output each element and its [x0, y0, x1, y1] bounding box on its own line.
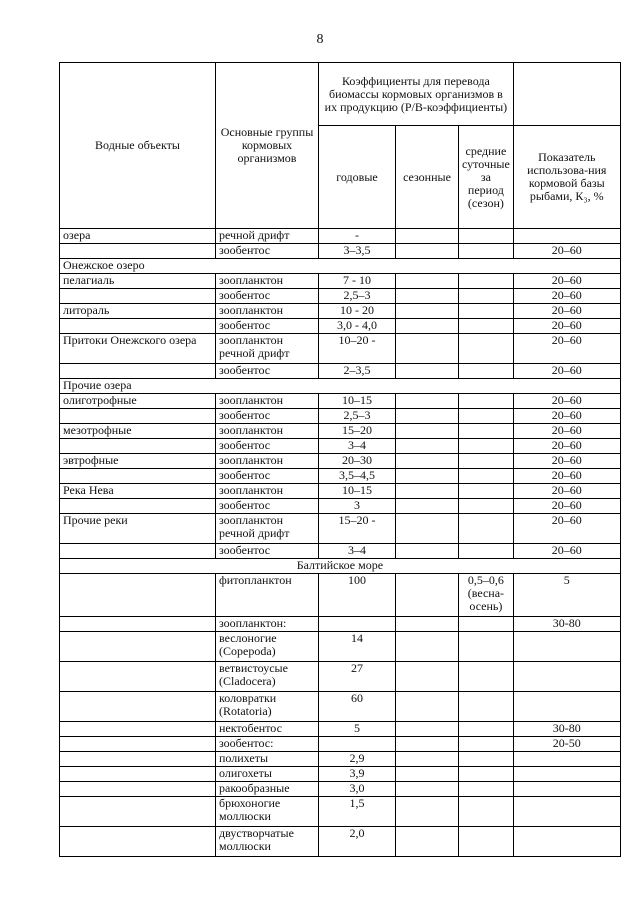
cell-daily: [459, 692, 514, 722]
cell-annual: 15–20: [319, 424, 396, 439]
cell-food-group: веслоногие (Copepoda): [216, 632, 319, 662]
cell-seasonal: [396, 692, 459, 722]
cell-daily: [459, 632, 514, 662]
cell-food-group: зоопланктон: [216, 394, 319, 409]
cell-food-group: коловратки (Rotatoria): [216, 692, 319, 722]
cell-seasonal: [396, 439, 459, 454]
cell-daily: [459, 662, 514, 692]
cell-food-group: олигохеты: [216, 767, 319, 782]
cell-food-group: зообентос: [216, 244, 319, 259]
table-row: [60, 424, 621, 439]
header-daily: средние суточные за период (сезон): [459, 126, 514, 229]
cell-water-object: [60, 692, 216, 722]
table-row: [60, 394, 621, 409]
coefficients-table: [59, 62, 621, 857]
cell-food-group: фитопланктон: [216, 574, 319, 617]
cell-water-object: [60, 499, 216, 514]
cell-daily: [459, 229, 514, 244]
table-row: [60, 827, 621, 857]
cell-seasonal: [396, 752, 459, 767]
cell-water-object: [60, 439, 216, 454]
cell-water-object: [60, 319, 216, 334]
cell-indicator: 20–60: [513, 289, 620, 304]
cell-indicator: 20–60: [513, 244, 620, 259]
cell-annual: 15–20 -: [319, 514, 396, 544]
sea-title: Балтийское море: [60, 559, 621, 574]
cell-seasonal: [396, 229, 459, 244]
section-row: [60, 259, 621, 274]
cell-food-group: зоопланктон: [216, 274, 319, 289]
table-row: [60, 737, 621, 752]
cell-daily: [459, 304, 514, 319]
cell-water-object: [60, 544, 216, 559]
cell-food-group: зоопланктон: [216, 454, 319, 469]
cell-water-object: [60, 409, 216, 424]
cell-seasonal: [396, 394, 459, 409]
cell-food-group: ракообразные: [216, 782, 319, 797]
cell-daily: [459, 274, 514, 289]
cell-water-object: [60, 737, 216, 752]
cell-seasonal: [396, 617, 459, 632]
cell-indicator: 20–60: [513, 319, 620, 334]
cell-seasonal: [396, 574, 459, 617]
cell-seasonal: [396, 632, 459, 662]
cell-seasonal: [396, 662, 459, 692]
table-row: [60, 319, 621, 334]
cell-indicator: 5: [513, 574, 620, 617]
table-row: [60, 484, 621, 499]
cell-daily: [459, 319, 514, 334]
cell-water-object: мезотрофные: [60, 424, 216, 439]
cell-daily: [459, 827, 514, 857]
section-title: Онежское озеро: [60, 259, 621, 274]
cell-food-group: ветвистоусые (Cladocera): [216, 662, 319, 692]
cell-seasonal: [396, 827, 459, 857]
cell-indicator: [513, 632, 620, 662]
cell-water-object: [60, 767, 216, 782]
cell-indicator: 20–60: [513, 424, 620, 439]
cell-annual: 10–20 -: [319, 334, 396, 364]
cell-indicator: 20–60: [513, 304, 620, 319]
cell-water-object: Река Нева: [60, 484, 216, 499]
header-blank: [513, 63, 620, 126]
cell-seasonal: [396, 304, 459, 319]
cell-indicator: 20–60: [513, 454, 620, 469]
cell-daily: [459, 752, 514, 767]
cell-annual: 2,5–3: [319, 289, 396, 304]
cell-food-group: зоопланктон: [216, 424, 319, 439]
cell-food-group: зообентос: [216, 289, 319, 304]
header-coefficients: Коэффициенты для перевода биомассы кормовых организмов в их продукцию (Р/В-коэффициенты): [319, 63, 514, 126]
cell-daily: [459, 244, 514, 259]
cell-annual: 10–15: [319, 394, 396, 409]
table-row: [60, 454, 621, 469]
cell-water-object: [60, 827, 216, 857]
cell-daily: [459, 737, 514, 752]
cell-indicator: [513, 229, 620, 244]
cell-annual: 1,5: [319, 797, 396, 827]
cell-food-group: зообентос: [216, 409, 319, 424]
cell-seasonal: [396, 737, 459, 752]
cell-indicator: 20–60: [513, 469, 620, 484]
cell-food-group: речной дрифт: [216, 229, 319, 244]
cell-seasonal: [396, 484, 459, 499]
cell-seasonal: [396, 499, 459, 514]
cell-daily: [459, 767, 514, 782]
cell-annual: 3–3,5: [319, 244, 396, 259]
cell-daily: [459, 409, 514, 424]
header-annual: годовые: [319, 126, 396, 229]
cell-daily: [459, 334, 514, 364]
cell-annual: 3,0: [319, 782, 396, 797]
cell-daily: [459, 439, 514, 454]
cell-seasonal: [396, 722, 459, 737]
cell-daily: [459, 289, 514, 304]
cell-annual: 3–4: [319, 544, 396, 559]
cell-food-group: зообентос:: [216, 737, 319, 752]
cell-water-object: [60, 289, 216, 304]
cell-daily: [459, 454, 514, 469]
table-row: [60, 767, 621, 782]
cell-daily: [459, 797, 514, 827]
cell-daily: [459, 514, 514, 544]
cell-food-group: зоопланктон: [216, 484, 319, 499]
cell-water-object: эвтрофные: [60, 454, 216, 469]
cell-water-object: [60, 782, 216, 797]
cell-daily: [459, 484, 514, 499]
cell-food-group: зообентос: [216, 364, 319, 379]
table-row: [60, 514, 621, 544]
cell-annual: 7 - 10: [319, 274, 396, 289]
cell-water-object: [60, 617, 216, 632]
cell-daily: [459, 544, 514, 559]
cell-indicator: 20–60: [513, 394, 620, 409]
cell-seasonal: [396, 454, 459, 469]
cell-annual: 100: [319, 574, 396, 617]
cell-indicator: [513, 692, 620, 722]
table-row: [60, 334, 621, 364]
cell-food-group: зоопланктон речной дрифт: [216, 514, 319, 544]
cell-water-object: [60, 244, 216, 259]
cell-annual: 3: [319, 499, 396, 514]
table-row: [60, 364, 621, 379]
table-row: [60, 304, 621, 319]
cell-indicator: 30-80: [513, 617, 620, 632]
cell-food-group: нектобентос: [216, 722, 319, 737]
table-row: [60, 797, 621, 827]
table-row: [60, 229, 621, 244]
cell-food-group: зообентос: [216, 544, 319, 559]
cell-daily: [459, 722, 514, 737]
cell-water-object: олиготрофные: [60, 394, 216, 409]
section-row: [60, 379, 621, 394]
cell-annual: [319, 617, 396, 632]
cell-daily: [459, 499, 514, 514]
cell-daily: 0,5–0,6 (весна-осень): [459, 574, 514, 617]
cell-indicator: [513, 797, 620, 827]
table-row: [60, 499, 621, 514]
table-row: [60, 409, 621, 424]
cell-annual: 5: [319, 722, 396, 737]
cell-daily: [459, 394, 514, 409]
cell-food-group: брюхоногие моллюски: [216, 797, 319, 827]
cell-seasonal: [396, 767, 459, 782]
section-title: Прочие озера: [60, 379, 621, 394]
cell-indicator: [513, 782, 620, 797]
sea-row: [60, 559, 621, 574]
cell-water-object: [60, 722, 216, 737]
table-row: [60, 574, 621, 617]
cell-food-group: зообентос: [216, 319, 319, 334]
cell-water-object: Притоки Онежского озера: [60, 334, 216, 364]
cell-indicator: 30-80: [513, 722, 620, 737]
cell-water-object: [60, 632, 216, 662]
cell-food-group: зообентос: [216, 499, 319, 514]
cell-indicator: 20–60: [513, 484, 620, 499]
cell-water-object: [60, 469, 216, 484]
cell-indicator: [513, 827, 620, 857]
cell-annual: 10 - 20: [319, 304, 396, 319]
cell-indicator: [513, 767, 620, 782]
cell-seasonal: [396, 319, 459, 334]
cell-indicator: 20–60: [513, 364, 620, 379]
cell-food-group: зообентос: [216, 469, 319, 484]
cell-seasonal: [396, 289, 459, 304]
cell-annual: 20–30: [319, 454, 396, 469]
table-row: [60, 244, 621, 259]
cell-seasonal: [396, 469, 459, 484]
cell-food-group: зоопланктон: [216, 304, 319, 319]
cell-water-object: Прочие реки: [60, 514, 216, 544]
cell-seasonal: [396, 334, 459, 364]
cell-daily: [459, 782, 514, 797]
page-number: 8: [316, 32, 324, 47]
cell-food-group: зообентос: [216, 439, 319, 454]
cell-food-group: зоопланктон речной дрифт: [216, 334, 319, 364]
cell-annual: 2,0: [319, 827, 396, 857]
table-row: [60, 782, 621, 797]
cell-annual: 27: [319, 662, 396, 692]
cell-water-object: литораль: [60, 304, 216, 319]
cell-annual: [319, 737, 396, 752]
table-row: [60, 617, 621, 632]
table-body: [60, 229, 621, 857]
cell-daily: [459, 469, 514, 484]
cell-food-group: двустворчатые моллюски: [216, 827, 319, 857]
cell-annual: 3,5–4,5: [319, 469, 396, 484]
cell-food-group: полихеты: [216, 752, 319, 767]
cell-daily: [459, 617, 514, 632]
table-row: [60, 692, 621, 722]
cell-indicator: 20–60: [513, 274, 620, 289]
cell-water-object: [60, 574, 216, 617]
cell-indicator: 20-50: [513, 737, 620, 752]
table-row: [60, 752, 621, 767]
cell-annual: 14: [319, 632, 396, 662]
cell-annual: 3–4: [319, 439, 396, 454]
cell-daily: [459, 364, 514, 379]
cell-water-object: пелагиаль: [60, 274, 216, 289]
header-indicator: Показатель использова-ния кормовой базы рыбами, К₃, %: [513, 126, 620, 229]
cell-indicator: 20–60: [513, 544, 620, 559]
cell-seasonal: [396, 409, 459, 424]
table-row: [60, 722, 621, 737]
cell-seasonal: [396, 244, 459, 259]
cell-annual: 3,0 - 4,0: [319, 319, 396, 334]
cell-indicator: [513, 662, 620, 692]
cell-indicator: 20–60: [513, 409, 620, 424]
cell-water-object: [60, 797, 216, 827]
cell-annual: 3,9: [319, 767, 396, 782]
header-food-groups: Основные группы кормовых организмов: [216, 63, 319, 229]
cell-annual: 10–15: [319, 484, 396, 499]
cell-indicator: 20–60: [513, 439, 620, 454]
table-row: [60, 289, 621, 304]
cell-water-object: [60, 662, 216, 692]
cell-indicator: [513, 752, 620, 767]
cell-annual: 2–3,5: [319, 364, 396, 379]
cell-annual: 2,9: [319, 752, 396, 767]
cell-seasonal: [396, 274, 459, 289]
cell-seasonal: [396, 782, 459, 797]
cell-seasonal: [396, 424, 459, 439]
cell-annual: 60: [319, 692, 396, 722]
table-row: [60, 469, 621, 484]
cell-annual: 2,5–3: [319, 409, 396, 424]
cell-food-group: зоопланктон:: [216, 617, 319, 632]
cell-indicator: 20–60: [513, 499, 620, 514]
cell-indicator: 20–60: [513, 514, 620, 544]
cell-daily: [459, 424, 514, 439]
cell-seasonal: [396, 544, 459, 559]
table-row: [60, 274, 621, 289]
table-row: [60, 439, 621, 454]
cell-annual: -: [319, 229, 396, 244]
cell-indicator: 20–60: [513, 334, 620, 364]
table-row: [60, 544, 621, 559]
cell-water-object: [60, 752, 216, 767]
header-seasonal: сезонные: [396, 126, 459, 229]
table-row: [60, 662, 621, 692]
header-water-objects: Водные объекты: [60, 63, 216, 229]
cell-water-object: озера: [60, 229, 216, 244]
table-row: [60, 632, 621, 662]
cell-water-object: [60, 364, 216, 379]
cell-seasonal: [396, 364, 459, 379]
cell-seasonal: [396, 514, 459, 544]
cell-seasonal: [396, 797, 459, 827]
